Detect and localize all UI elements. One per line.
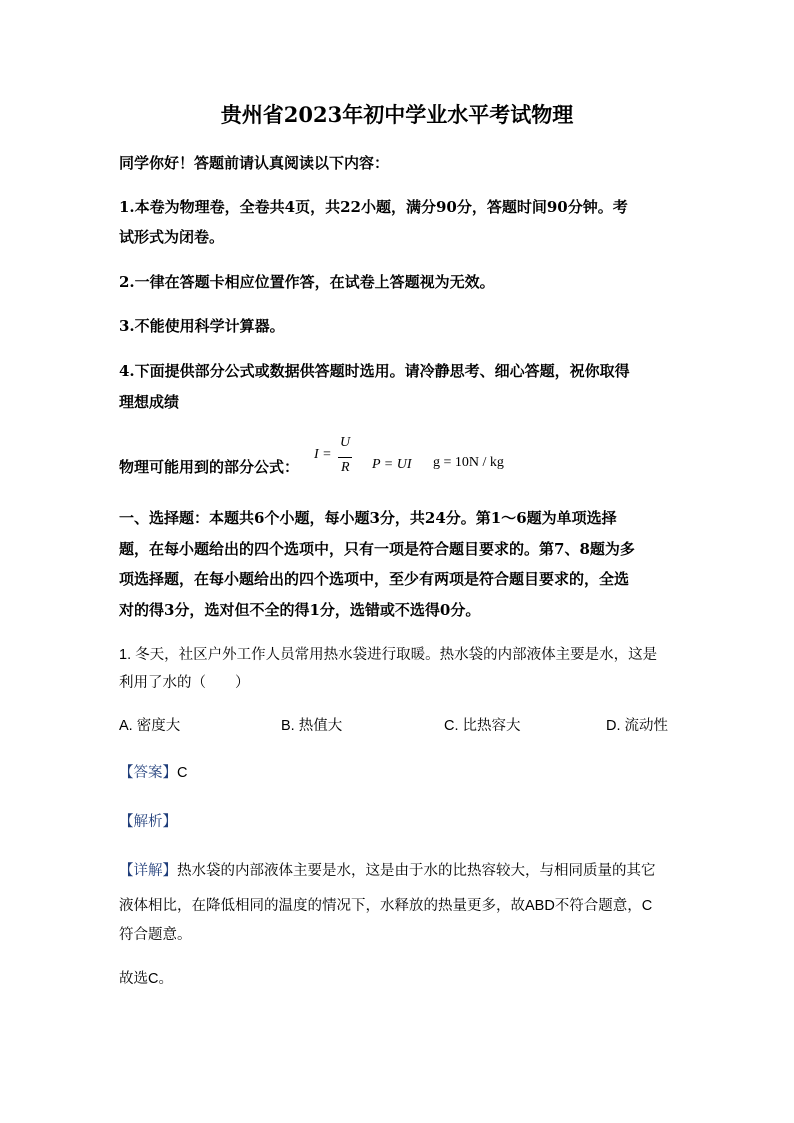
rule-4-line-1: 4.下面提供部分公式或数据供答题时选用。请冷静思考、细心答题，祝你取得 (119, 362, 630, 380)
gravity-formula: g = 10N / kg (433, 455, 504, 470)
ohm-law-formula (314, 435, 354, 479)
detail-line-1 (119, 859, 656, 880)
option-c: C. 比热容大 (444, 718, 521, 734)
question-1-stem-line-1: 1. 冬天，社区户外工作人员常用热水袋进行取暖。热水袋的内部液体主要是水，这是 (119, 647, 658, 663)
rule-2: 2.一律在答题卡相应位置作答，在试卷上答题视为无效。 (119, 273, 495, 291)
section-1-line-1: 一、选择题：本题共6个小题，每小题3分，共24分。第1～6题为单项选择 (119, 509, 617, 527)
detail-text-1: 热水袋的内部液体主要是水，这是由于水的比热容较大，与相同质量的其它 (177, 863, 656, 879)
ohm-denominator: R (341, 460, 350, 475)
ohm-lhs: I = (314, 447, 332, 462)
document-title: 贵州省2023年初中学业水平考试物理 (220, 102, 574, 127)
rule-1-line-1: 1.本卷为物理卷，全卷共4页，共22小题，满分90分，答题时间90分钟。考 (119, 198, 628, 216)
rule-1-line-2: 试形式为闭卷。 (119, 228, 225, 246)
analysis-label: 【解析】 (119, 814, 177, 830)
formula-label: 物理可能用到的部分公式： (119, 458, 300, 476)
intro-greeting: 同学你好！答题前请认真阅读以下内容： (119, 154, 390, 172)
question-1-stem-line-2: 利用了水的（ ） (119, 675, 250, 691)
option-d: D. 流动性 (606, 718, 669, 734)
answer-label: 【答案】 (119, 765, 177, 781)
conclusion: 故选C。 (119, 971, 173, 987)
section-1-line-3: 项选择题，在每小题给出的四个选项中，至少有两项是符合题目要求的，全选 (119, 570, 630, 588)
fraction-bar (338, 457, 352, 458)
option-b: B. 热值大 (281, 718, 343, 734)
detail-line-2: 液体相比，在降低相同的温度的情况下，水释放的热量更多，故ABD不符合题意，C (119, 898, 653, 914)
answer-value: C (177, 765, 188, 781)
option-a: A. 密度大 (119, 718, 181, 734)
ohm-numerator: U (340, 435, 351, 450)
answer-line (119, 761, 187, 782)
section-1-line-4: 对的得3分，选对但不全的得1分，选错或不选得0分。 (119, 601, 481, 619)
power-formula: P = UI (372, 457, 412, 472)
detail-label: 【详解】 (119, 863, 177, 879)
rule-3: 3.不能使用科学计算器。 (119, 317, 285, 335)
rule-4-line-2: 理想成绩 (119, 393, 180, 411)
detail-line-3: 符合题意。 (119, 927, 192, 943)
section-1-line-2: 题，在每小题给出的四个选项中，只有一项是符合题目要求的。第7、8题为多 (119, 540, 635, 558)
